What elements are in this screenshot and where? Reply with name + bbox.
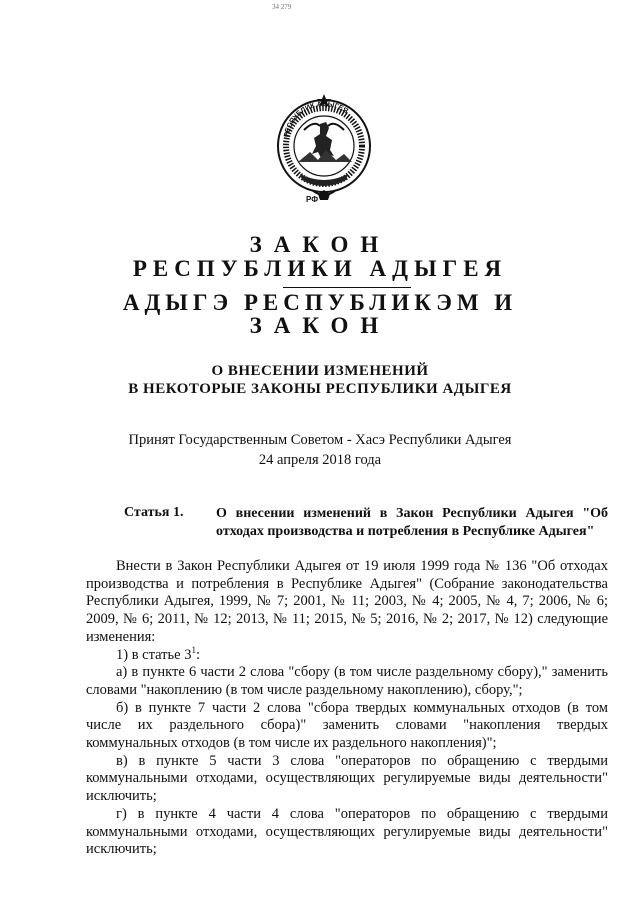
body-paragraph-item-1 <box>86 644 608 665</box>
title-line-1: ЗАКОН <box>249 232 391 257</box>
title-line-2: РЕСПУБЛИКИ АДЫГЕЯ <box>132 256 508 281</box>
article-body <box>86 558 608 859</box>
title-line-3: АДЫГЭ РЕСПУБЛИКЭМ И <box>122 290 518 315</box>
subtitle-line-1: О ВНЕСЕНИИ ИЗМЕНЕНИЙ <box>211 363 429 379</box>
adopted-by-text: Принят Государственным Советом - Хасэ Республики Адыгея <box>128 432 512 448</box>
title-divider <box>283 287 411 288</box>
body-paragraph: а) в пункте 6 части 2 слова "сбору (в том числе раздельному сбору)," заменить словами "накоплению (в том числе раздельному накоплению), сбору,"; <box>86 664 608 698</box>
item-1-superscript: 1 <box>191 644 196 655</box>
item-1-text: 1) в статье 3 <box>116 646 192 663</box>
body-paragraph: б) в пункте 7 части 2 слова "сбора твердых коммунальных отходов (в том числе их раздельного сбора)" заменить словами "накопления твердых коммунальных отходов (в том числе их раздельного накопления)"; <box>86 699 608 752</box>
adoption-date: 24 апреля 2018 года <box>258 452 382 468</box>
body-paragraph: в) в пункте 5 части 3 слова "операторов по обращению с твердыми коммунальными отходами, осуществляющих регулируемые виды деятельности" исключить; <box>86 752 608 805</box>
top-handwritten-mark: 34 279 <box>272 3 292 11</box>
title-line-4: ЗАКОН <box>249 313 391 338</box>
item-1-tail: : <box>195 646 200 663</box>
state-emblem-icon <box>274 90 374 222</box>
article-title: О внесении изменений в Закон Республики Адыгея "Об отходах производства и потребления в Республике Адыгея" <box>216 506 608 539</box>
body-paragraph: Внести в Закон Республики Адыгея от 19 июля 1999 года № 136 "Об отходах производства и потребления в Республике Адыгея" (Собрание законодательства Республики Адыгея, 1999, № 7; 2001, № 11; 2003, № 4; 2005, № 4, 7; 2006, № 6; 2009, № 6; 2011, № 12; 2013, № 11; 2015, № 5; 2016, № 2; 2017, № 12) следующие изменения: <box>86 558 608 645</box>
emblem-bottom-text: РФ <box>306 195 319 204</box>
body-paragraph: г) в пункте 4 части 4 слова "операторов по обращению с твердыми коммунальными отходами, осуществляющих регулируемые виды деятельности" исключить; <box>86 805 608 858</box>
emblem-top-text: РЕСПУБЛИК АДЫГЕЯ <box>283 100 349 138</box>
article-label: Статья 1. <box>124 505 184 520</box>
subtitle-line-2: В НЕКОТОРЫЕ ЗАКОНЫ РЕСПУБЛИКИ АДЫГЕЯ <box>128 381 512 397</box>
